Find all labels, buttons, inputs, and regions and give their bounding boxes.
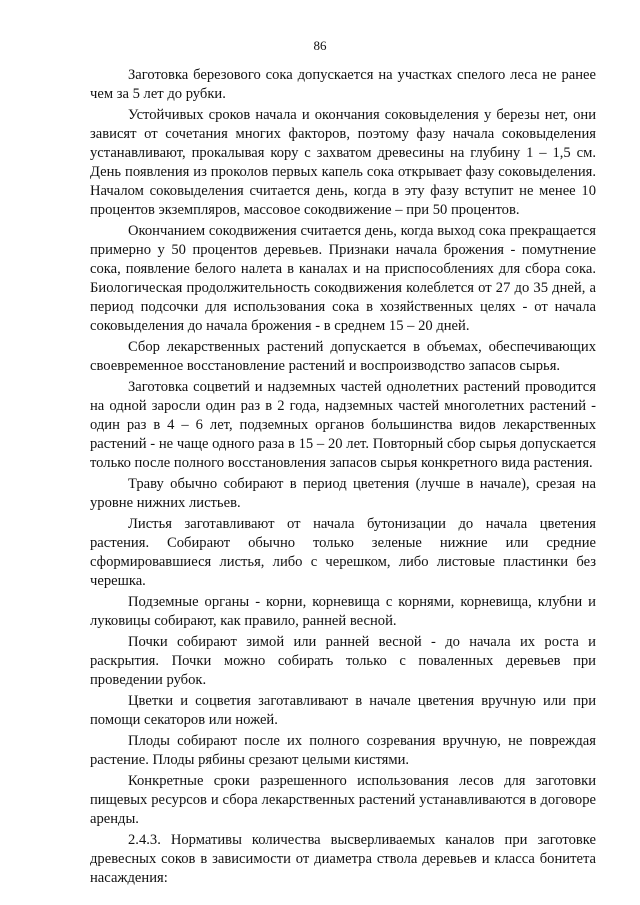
paragraph-buds: Почки собирают зимой или ранней весной - до начала их роста и раскрытия. Почки можно собирать только с поваленных деревьев при проведении рубок. (90, 634, 596, 688)
document-body (90, 66, 596, 890)
paragraph-herb-collection: Траву обычно собирают в период цветения (лучше в начале), срезая на уровне нижних листьев. (90, 476, 596, 511)
paragraph-fruits: Плоды собирают после их полного созревания вручную, не повреждая растение. Плоды рябины срезают целыми кистями. (90, 733, 596, 768)
page-number: 86 (313, 38, 327, 53)
paragraph-collection-frequency: Заготовка соцветий и надземных частей однолетних растений проводится на одной заросли один раз в 2 года, надземных частей многолетних растений - один раз в 4 – 6 лет, подземных органов большинства видов лекарственных растений - не чаще одного раза в 15 – 20 лет. Повторный сбор сырья допускается только после полного восстановления запасов сырья конкретного вида растения. (90, 379, 596, 471)
paragraph-underground-organs: Подземные органы - корни, корневища с корнями, корневища, клубни и луковицы собирают, как правило, ранней весной. (90, 594, 596, 629)
paragraph-medicinal-plants: Сбор лекарственных растений допускается в объемах, обеспечивающих своевременное восстановление растений и воспроизводство запасов сырья. (90, 339, 596, 374)
paragraph-birch-sap-harvest: Заготовка березового сока допускается на участках спелого леса не ранее чем за 5 лет до рубки. (90, 67, 596, 102)
section-2-4-3-heading: 2.4.3. Нормативы количества высверливаемых каналов при заготовке древесных соков в зависимости от диаметра ствола деревьев и класса бонитета насаждения: (90, 832, 596, 886)
paragraph-sap-flow-start: Устойчивых сроков начала и окончания соковыделения у березы нет, они зависят от сочетания многих факторов, поэтому фазу начала соковыделения устанавливают, прокалывая кору с захватом древесины на глубину 1 – 1,5 см. День появления из проколов первых капель сока открывает фазу соковыделения. Началом соковыделения считается день, когда в эту фазу вступит не менее 10 процентов экземпляров, массовое сокодвижение – при 50 процентов. (90, 107, 596, 218)
paragraph-leaf-collection: Листья заготавливают от начала бутонизации до начала цветения растения. Собирают обычно только зеленые нижние или средние сформировавшиеся листья, либо с черешком, либо листовые пластинки без черешка. (90, 516, 596, 589)
paragraph-sap-flow-end: Окончанием сокодвижения считается день, когда выход сока прекращается примерно у 50 процентов деревьев. Признаки начала брожения - помутнение сока, появление белого налета в каналах и на приспособлениях для сбора сока. Биологическая продолжительность сокодвижения колеблется от 27 до 35 дней, а период подсочки для использования сока в хозяйственных целях - от начала соковыделения до начала брожения - в среднем 15 – 20 дней. (90, 223, 596, 334)
paragraph-flowers: Цветки и соцветия заготавливают в начале цветения вручную или при помощи секаторов или ножей. (90, 693, 596, 728)
paragraph-lease-terms: Конкретные сроки разрешенного использования лесов для заготовки пищевых ресурсов и сбора лекарственных растений устанавливаются в договоре аренды. (90, 773, 596, 827)
